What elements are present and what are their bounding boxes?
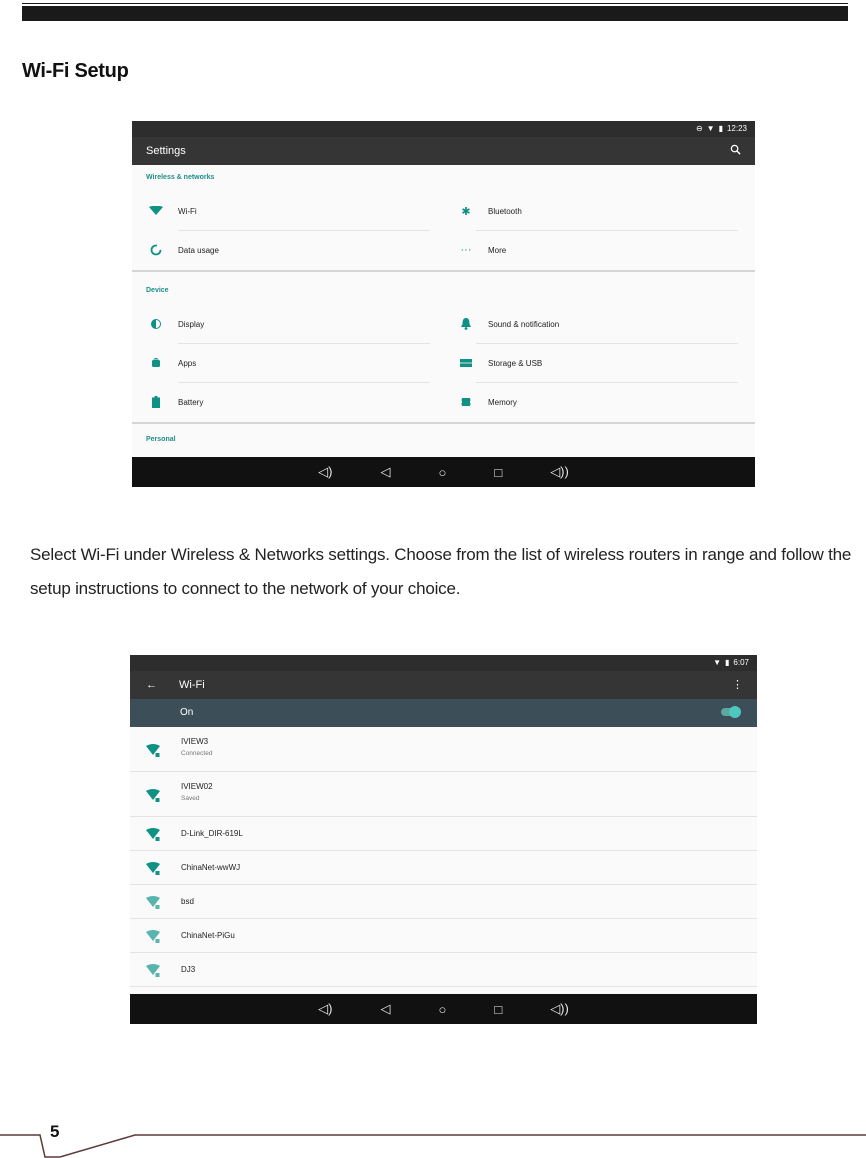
wifi-network-row[interactable] (130, 919, 757, 953)
wifi-icon (144, 206, 168, 216)
search-icon[interactable] (730, 144, 741, 158)
settings-item-label: Data usage (178, 245, 219, 255)
wifi-screenshot (130, 655, 757, 1024)
settings-item-label: Storage & USB (488, 358, 543, 368)
clock: 6:07 (733, 658, 749, 667)
memory-chip-icon (454, 397, 478, 407)
battery-icon: ▮ (718, 124, 723, 133)
settings-item-storage[interactable] (442, 344, 742, 382)
wifi-ssid: ChinaNet-PiGu (181, 931, 235, 940)
wifi-ssid: IVIEW02 (181, 782, 213, 791)
wifi-lock-icon (146, 828, 160, 842)
volume-up-icon[interactable]: ◁)) (550, 464, 569, 479)
wifi-lock-icon (146, 896, 160, 910)
settings-item-label: Battery (178, 397, 204, 407)
toolbar-title: Settings (146, 145, 186, 157)
wifi-lock-icon (146, 964, 160, 978)
header-rule (22, 3, 848, 4)
wifi-ssid: D-Link_DIR-619L (181, 829, 243, 838)
data-usage-icon (144, 244, 168, 256)
settings-item-data-usage[interactable] (132, 231, 432, 269)
settings-item-bluetooth[interactable] (442, 192, 742, 230)
instructions-text: Select Wi-Fi under Wireless & Networks settings. Choose from the list of wireless routers in range and follow the setup instructions to connect to the network of your choice. (30, 545, 852, 598)
status-bar (130, 655, 757, 671)
category-device: Device (146, 287, 169, 294)
settings-item-display[interactable] (132, 305, 432, 343)
wifi-network-row[interactable] (130, 727, 757, 772)
settings-item-memory[interactable] (442, 383, 742, 421)
wifi-master-switch-bar[interactable] (130, 699, 757, 727)
settings-item-label: Display (178, 319, 205, 329)
settings-item-apps[interactable] (132, 344, 432, 382)
wifi-lock-icon (146, 789, 160, 803)
wifi-network-row[interactable] (130, 851, 757, 885)
category-wireless: Wireless & networks (146, 174, 215, 181)
settings-toolbar (132, 137, 755, 165)
wifi-ssid: DJ3 (181, 965, 196, 974)
clock: 12:23 (726, 124, 747, 133)
settings-item-more[interactable] (442, 231, 742, 269)
wifi-network-row[interactable] (130, 885, 757, 919)
settings-item-label: Sound & notification (488, 319, 560, 329)
wifi-lock-icon (146, 930, 160, 944)
wifi-network-row[interactable] (130, 772, 757, 817)
battery-settings-icon (144, 396, 168, 408)
group-separator (132, 422, 755, 424)
wifi-master-label: On (180, 707, 194, 718)
wifi-status: Connected (181, 750, 213, 757)
back-arrow-icon[interactable]: ← (146, 679, 157, 691)
wifi-network-row[interactable] (130, 817, 757, 851)
page-number: 5 (50, 1122, 60, 1141)
android-apps-icon (144, 357, 168, 369)
status-bar (132, 121, 755, 137)
toggle-knob (729, 706, 741, 718)
overflow-menu-icon[interactable]: ⋮ (732, 679, 743, 691)
page-heading: Wi-Fi Setup (22, 60, 129, 82)
wifi-lock-icon (146, 744, 160, 758)
volume-down-icon[interactable]: ◁) (318, 1001, 333, 1016)
do-not-disturb-icon: ⊖ (695, 124, 703, 133)
volume-up-icon[interactable]: ◁)) (550, 1001, 569, 1016)
home-icon[interactable]: ○ (438, 1001, 447, 1017)
group-separator (132, 270, 755, 272)
settings-item-sound[interactable] (442, 305, 742, 343)
home-icon[interactable]: ○ (438, 464, 447, 480)
wifi-signal-icon: ▼ (713, 658, 722, 667)
wifi-toggle[interactable] (721, 708, 739, 716)
wifi-ssid: IVIEW3 (181, 737, 209, 746)
category-personal: Personal (146, 436, 176, 443)
settings-item-label: Wi-Fi (178, 206, 197, 216)
settings-item-label: Memory (488, 397, 517, 407)
settings-item-battery[interactable] (132, 383, 432, 421)
wifi-ssid: bsd (181, 897, 194, 906)
header-bar (22, 6, 848, 21)
wifi-lock-icon (146, 862, 160, 876)
back-icon[interactable]: ◁ (380, 1001, 391, 1016)
navigation-bar (130, 994, 757, 1024)
recents-icon[interactable]: □ (494, 1001, 503, 1017)
wifi-ssid: ChinaNet-wwWJ (181, 863, 241, 872)
more-dots-icon: ··· (460, 244, 472, 256)
storage-icon (454, 359, 478, 367)
back-icon[interactable]: ◁ (380, 464, 391, 479)
recents-icon[interactable]: □ (494, 464, 503, 480)
divider (130, 986, 757, 987)
display-brightness-icon (144, 318, 168, 330)
settings-screenshot (132, 121, 755, 487)
wifi-network-row[interactable] (130, 953, 757, 987)
toolbar-title: Wi-Fi (179, 679, 205, 691)
settings-item-label: Bluetooth (488, 206, 522, 216)
navigation-bar (132, 457, 755, 487)
wifi-status: Saved (181, 795, 200, 802)
settings-item-wifi[interactable] (132, 192, 432, 230)
footer-decoration (0, 1126, 866, 1158)
wifi-signal-icon: ▼ (706, 124, 715, 133)
bluetooth-icon: ✱ (461, 205, 471, 218)
settings-item-label: Apps (178, 358, 197, 368)
battery-icon: ▮ (725, 658, 730, 667)
wifi-toolbar (130, 671, 757, 699)
settings-item-label: More (488, 245, 507, 255)
bell-icon (454, 318, 478, 330)
volume-down-icon[interactable]: ◁) (318, 464, 333, 479)
